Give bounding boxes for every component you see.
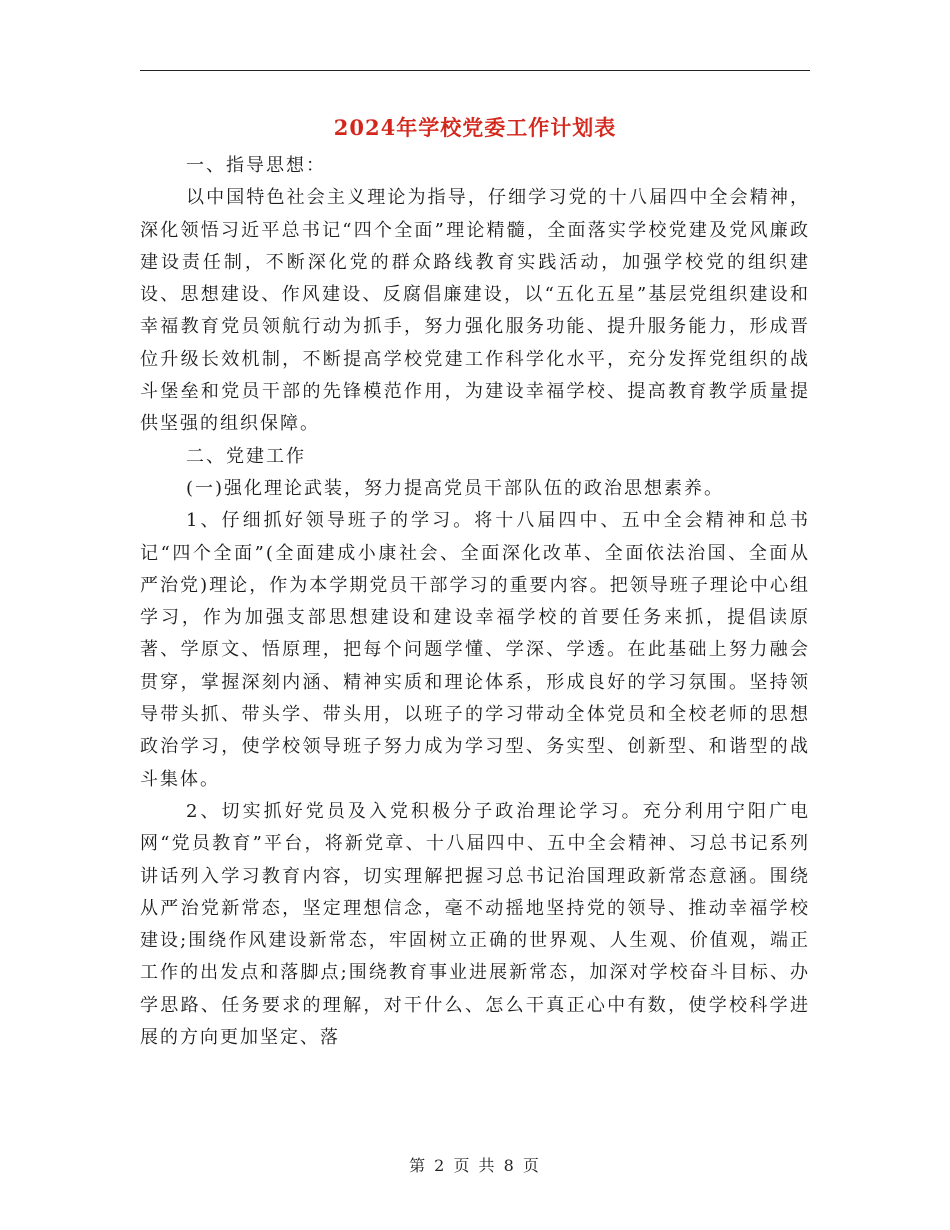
section-heading-party-building: 二、党建工作	[186, 445, 306, 467]
section-heading-guiding-thought: 一、指导思想：	[186, 155, 326, 176]
document-title: 2024年学校党委工作计划表	[333, 115, 617, 140]
paragraph-member-study: 2、切实抓好党员及入党积极分子政治理论学习。充分利用宁阳广电网“党员教育”平台，将新党章、十八届四中、五中全会精神、习总书记系列讲话列入学习教育内容，切实理解把握习总书记治国理政新常态意涵。围绕从严治党新常态，坚定理想信念，毫不动摇地坚持党的领导、推动幸福学校建设;围绕作风建设新常态，牢固树立正确的世界观、人生观、价值观，端正工作的出发点和落脚点;围绕教育事业进展新常态，加深对学校奋斗目标、办学思路、任务要求的理解，对干什么、怎么干真正心中有数，使学校科学进展的方向更加坚定、落	[140, 800, 810, 1049]
subsection-heading-theory: (一)强化理论武装，努力提高党员干部队伍的政治思想素养。	[186, 477, 725, 499]
paragraph-guiding-thought: 以中国特色社会主义理论为指导，仔细学习党的十八届四中全会精神，深化领悟习近平总书记“四个全面”理论精髓，全面落实学校党建及党风廉政建设责任制，不断深化党的群众路线教育实践活动，加强学校党的组织建设、思想建设、作风建设、反腐倡廉建设，以“五化五星”基层党组织建设和幸福教育党员领航行动为抓手，努力强化服务功能、提升服务能力，形成晋位升级长效机制，不断提高学校党建工作科学化水平，充分发挥党组织的战斗堡垒和党员干部的先锋模范作用，为建设幸福学校、提高教育教学质量提供坚强的组织保障。	[140, 187, 810, 435]
header-rule	[140, 70, 810, 71]
document-body	[140, 150, 810, 1054]
paragraph-leadership-study: 1、仔细抓好领导班子的学习。将十八届四中、五中全会精神和总书记“四个全面”(全面建成小康社会、全面深化改革、全面依法治国、全面从严治党)理论，作为本学期党员干部学习的重要内容。把领导班子理论中心组学习，作为加强支部思想建设和建设幸福学校的首要任务来抓，提倡读原著、学原文、悟原理，把每个问题学懂、学深、学透。在此基础上努力融会贯穿，掌握深刻内涵、精神实质和理论体系，形成良好的学习氛围。坚持领导带头抓、带头学、带头用，以班子的学习带动全体党员和全校老师的思想政治学习，使学校领导班子努力成为学习型、务实型、创新型、和谐型的战斗集体。	[140, 510, 810, 790]
page-number: 第 2 页 共 8 页	[409, 1156, 541, 1175]
